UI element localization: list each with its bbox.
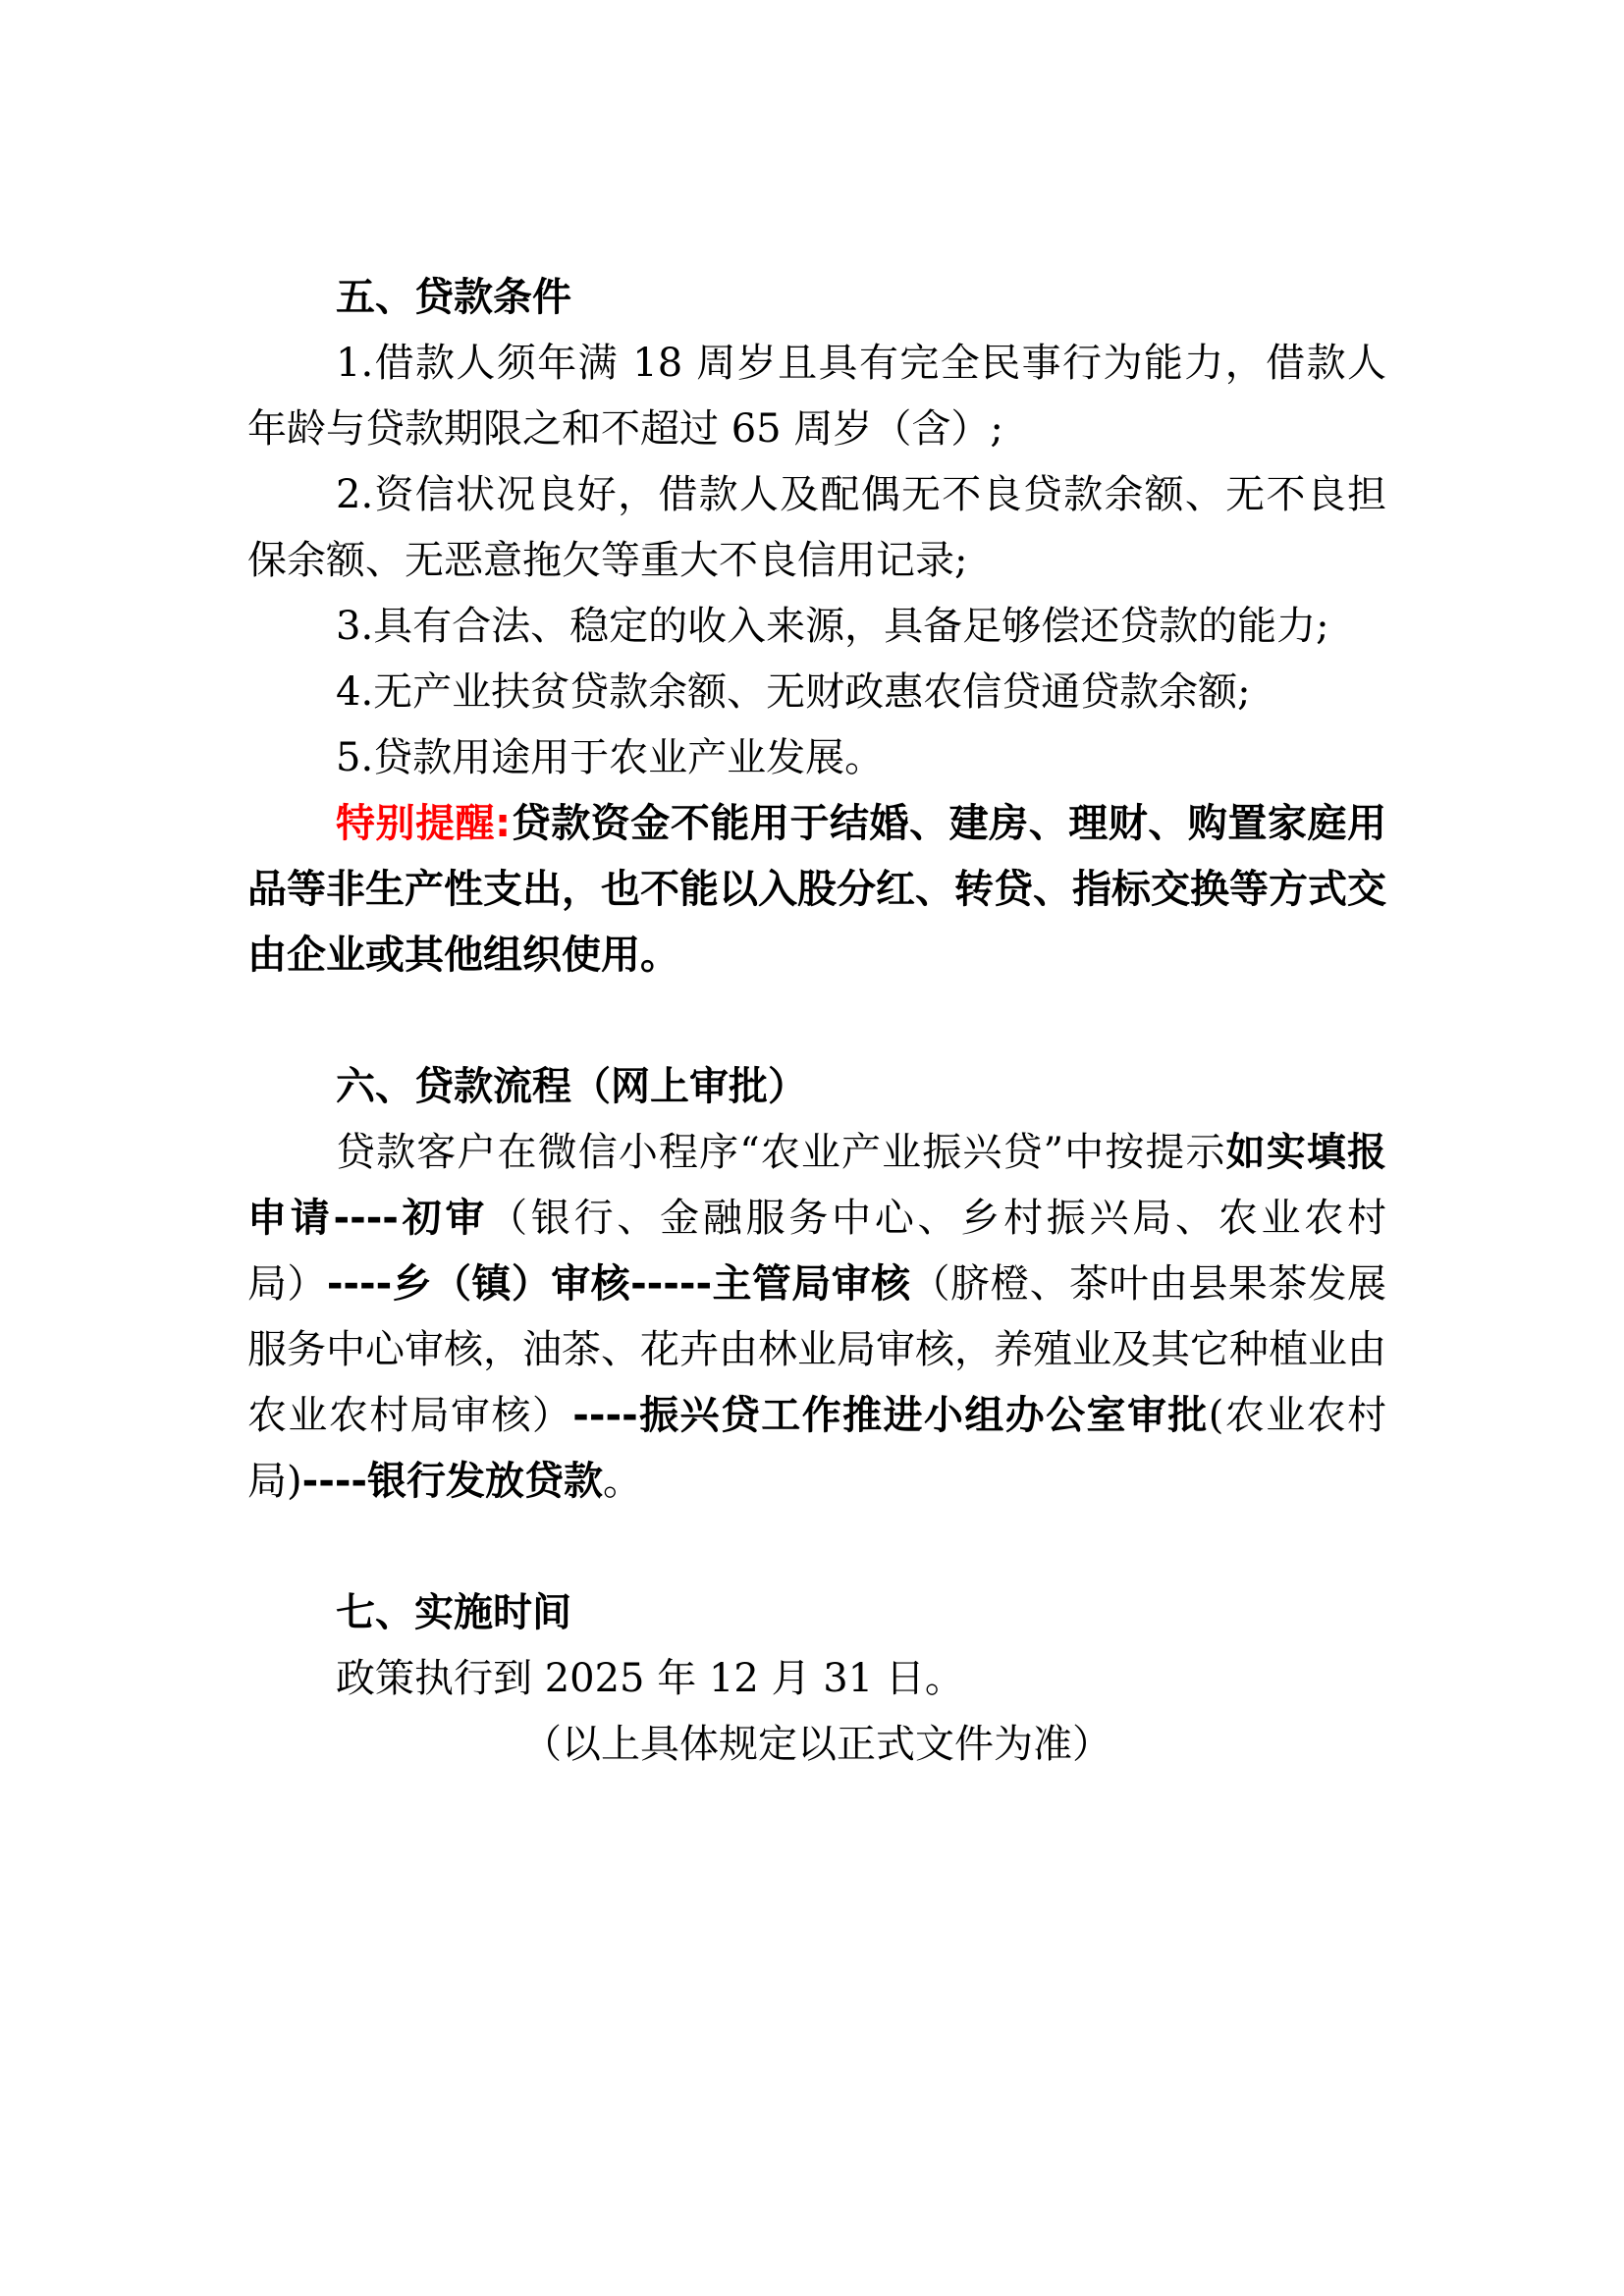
reminder-text: 贷款资金不能用于结婚、建房、理财、购置家庭用品等非生产性支出，也不能以入股分红、转贷、指标交换等方式交由企业或其他组织使用。 (247, 801, 1387, 978)
document-page (247, 265, 1386, 1778)
process-office-note: (农业农村局) (247, 1393, 1387, 1504)
process-step-office-approval: ----振兴贷工作推进小组办公室审批 (572, 1393, 1209, 1438)
process-intro: 贷款客户在微信小程序“农业产业振兴贷”中按提示 (336, 1130, 1226, 1175)
condition-item-5: 5.贷款用途用于农业产业发展。 (336, 735, 885, 780)
process-step-town-review: ----乡（镇）审核-----主管局审核 (326, 1261, 911, 1307)
process-initial-review-parties: （银行、金融服务中心、乡村振兴局、农业农村局） (247, 1196, 1386, 1307)
section-gap (247, 988, 1386, 1054)
loan-process-text (247, 1120, 1386, 1515)
footnote: （以上具体规定以正式文件为准） (522, 1722, 1111, 1767)
special-reminder (247, 791, 1386, 988)
reminder-label: 特别提醒: (336, 801, 512, 846)
condition-item-4: 4.无产业扶贫贷款余额、无财政惠农信贷通贷款余额; (336, 669, 1251, 715)
section-7-heading: 七、实施时间 (336, 1590, 571, 1635)
condition-item-2: 2.资信状况良好，借款人及配偶无不良贷款余额、无不良担保余额、无恶意拖欠等重大不良信用记录; (247, 472, 1386, 583)
implementation-date: 政策执行到 2025 年 12 月 31 日。 (336, 1656, 964, 1701)
section-6-heading: 六、贷款流程（网上审批） (336, 1064, 807, 1109)
section-gap (247, 1515, 1386, 1580)
condition-item-3: 3.具有合法、稳定的收入来源，具备足够偿还贷款的能力; (336, 604, 1329, 649)
process-step-apply: 如实填报申请----初审 (247, 1130, 1386, 1241)
section-5-heading: 五、贷款条件 (336, 275, 571, 320)
condition-item-1: 1.借款人须年满 18 周岁且具有完全民事行为能力，借款人年龄与贷款期限之和不超过 65 周岁（含）; (247, 341, 1386, 452)
process-step-disbursement: ----银行发放贷款 (301, 1459, 604, 1504)
process-end: 。 (603, 1459, 643, 1504)
process-authority-details: （脐橙、茶叶由县果茶发展服务中心审核，油茶、花卉由林业局审核，养殖业及其它种植业由农业农村局审核） (247, 1261, 1387, 1438)
